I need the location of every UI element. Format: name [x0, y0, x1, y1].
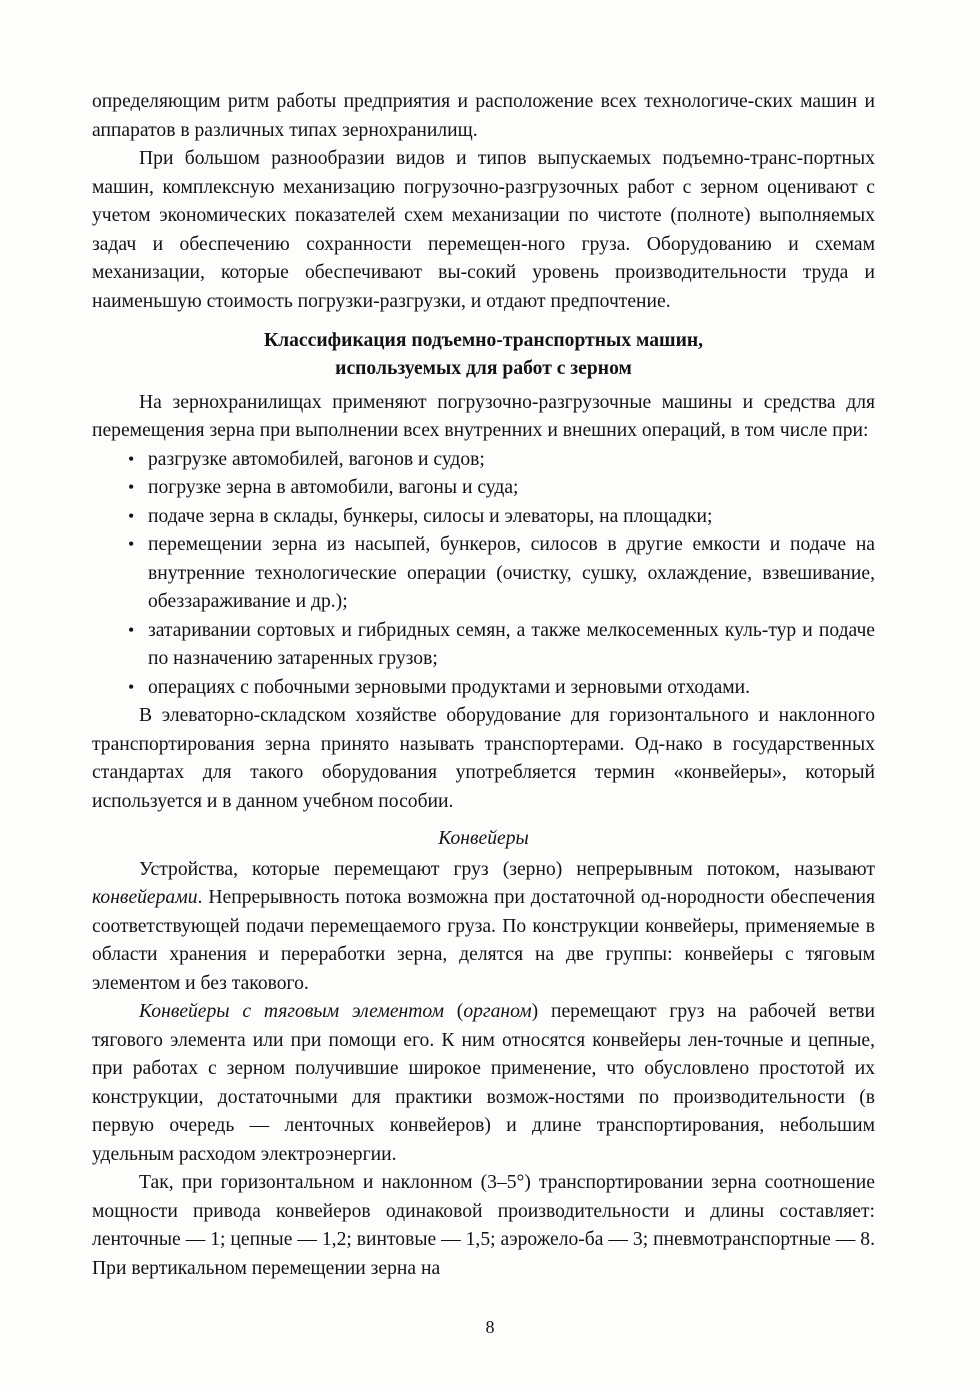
paragraph-conveyors-definition: [92, 856, 875, 999]
list-item-text: разгрузке автомобилей, вагонов и судов;: [148, 448, 485, 470]
text-run: Устройства, которые перемещают груз (зерно) непрерывным потоком, называют: [139, 858, 875, 880]
list-item-text: перемещении зерна из насыпей, бункеров, силосов в другие емкости и подаче на внутренние технологические операции (очистку, сушку, охлаждение, взвешивание, обеззараживание и др.);: [148, 534, 875, 613]
list-item: [92, 474, 875, 503]
list-item-text: затаривании сортовых и гибридных семян, а также мелкосеменных куль-тур и подаче по назначению затаренных грузов;: [148, 619, 875, 670]
paragraph-power-ratio: Так, при горизонтальном и наклонном (3–5°) транспортировании зерна соотношение мощности привода конвейеров одинаковой производительности и длины составляет: ленточные — 1; цепные — 1,2; винтовые — 1,5; аэрожело-ба — 3; пневмотранспортные — 8. При вертикальном перемещении зерна на: [92, 1172, 875, 1279]
term-organom: органом: [463, 1001, 532, 1023]
paragraph-after-list: В элеваторно-складском хозяйстве оборудование для горизонтального и наклонного транспортирования зерна принято называть транспортерами. Од-нако в государственных стандартах для такого оборудования употребляется термин «конвейеры», который используется и в данном учебном пособии.: [92, 705, 875, 812]
term-konveyerami: конвейерами: [92, 887, 198, 909]
list-item-text: подаче зерна в склады, бункеры, силосы и элеваторы, на площадки;: [148, 505, 713, 527]
term-konveyery-s-tyagovym: Конвейеры с тяговым элементом: [139, 1001, 444, 1023]
operations-list: [92, 446, 875, 703]
paragraph-intro: На зернохранилищах применяют погрузочно-разгрузочные машины и средства для перемещения зерна при выполнении всех внутренних и внешних операций, в том числе при:: [92, 391, 875, 442]
subsection-heading: Конвейеры: [438, 828, 529, 850]
page-body: [92, 88, 875, 1283]
list-item: [92, 617, 875, 674]
list-item: [92, 446, 875, 475]
paragraph-conveyors-traction: [92, 998, 875, 1169]
list-item: [92, 531, 875, 617]
bullet-icon: •: [128, 676, 135, 697]
page-number: 8: [485, 1317, 495, 1337]
bullet-icon: •: [128, 505, 135, 526]
section-heading-line-2: используемых для работ с зерном: [335, 357, 632, 379]
list-item: [92, 674, 875, 703]
section-heading: [92, 327, 875, 383]
bullet-icon: •: [128, 619, 135, 640]
bullet-icon: •: [128, 477, 135, 498]
bullet-icon: •: [128, 534, 135, 555]
list-item: [92, 503, 875, 532]
text-run: ) перемещают груз на рабочей ветви тягового элемента или при помощи его. К ним относятся конвейеры лен-точные и цепные, при работах с зерном получившие широкое применение, что обусловлено простотой их конструкции, достаточными для практики возмож-ностями по производительности (в первую очередь — ленточных конвейеров) и длине транспортирования, небольшим удельным расходом электроэнергии.: [92, 1001, 876, 1165]
text-run: . Непрерывность потока возможна при достаточной од-нородности обеспечения соответствующей подачи перемещаемого груза. По конструкции конвейеры, применяемые в области хранения и переработки зерна, делятся на две группы: конвейеры с тяговым элементом и без такового.: [92, 887, 875, 994]
text-run: (: [443, 1001, 464, 1023]
paragraph-variety: При большом разнообразии видов и типов выпускаемых подъемно-транс-портных машин, комплексную механизацию погрузочно-разгрузочных работ с зерном оценивают с учетом экономических показателей схем механизации по чистоте (полноте) выполняемых задач и обеспечению сохранности перемещен-ного груза. Оборудованию и схемам механизации, которые обеспечивают вы-сокий уровень производительности труда и наименьшую стоимость погрузки-разгрузки, и отдают предпочтение.: [92, 148, 875, 312]
section-heading-line-1: Классификация подъемно-транспортных машин,: [263, 330, 704, 351]
list-item-text: операциях с побочными зерновыми продуктами и зерновыми отходами.: [148, 676, 751, 698]
list-item-text: погрузке зерна в автомобили, вагоны и суда;: [148, 477, 519, 499]
bullet-icon: •: [128, 448, 135, 469]
paragraph-continued: определяющим ритм работы предприятия и расположение всех технологиче-ских машин и аппаратов в различных типах зернохранилищ.: [92, 91, 875, 141]
